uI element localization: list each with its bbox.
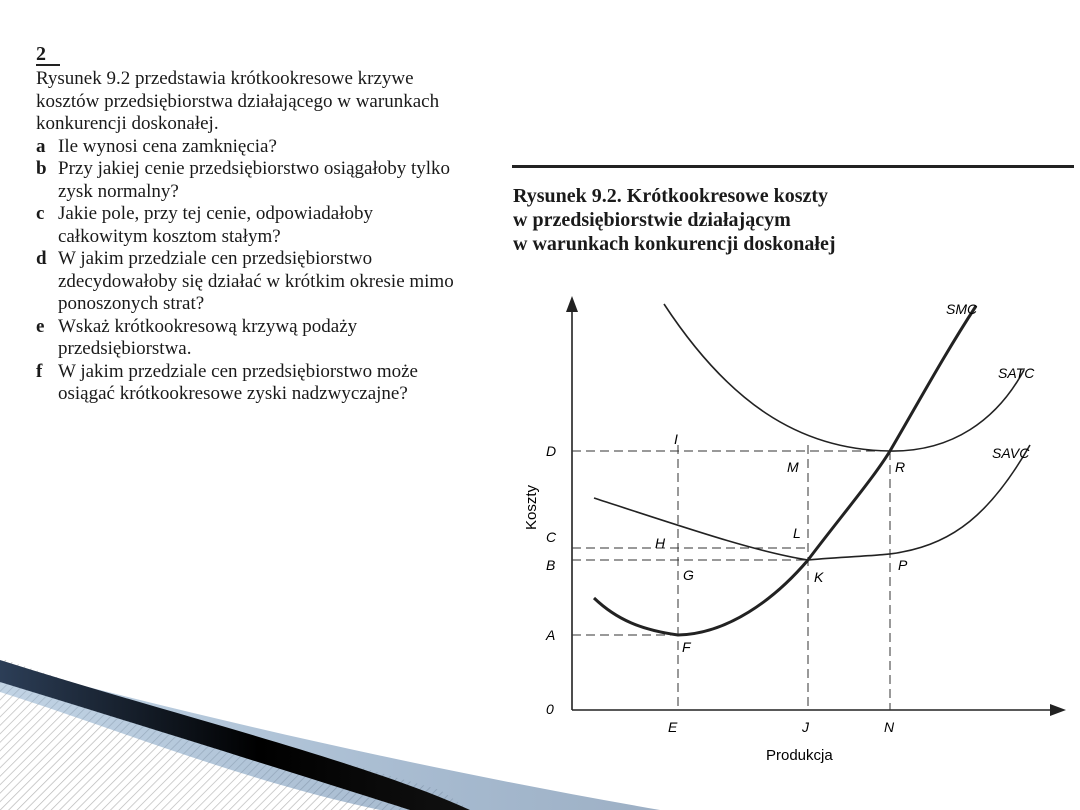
- question-text: W jakim przedziale cen przedsiębiorstwo może osiągać krótkookresowe zyski nadzwyczajne?: [58, 360, 418, 404]
- point-m: M: [787, 459, 799, 475]
- savc-label: SAVC: [992, 445, 1030, 461]
- question-c: [36, 203, 466, 248]
- smc-curve: [594, 306, 976, 635]
- y-tick-b: B: [546, 557, 556, 573]
- question-letter: e: [36, 315, 45, 337]
- question-text: Przy jakiej cenie przedsiębiorstwo osiągałoby tylko zysk normalny?: [58, 158, 451, 202]
- question-e: [36, 316, 466, 361]
- x-tick-n: N: [884, 719, 895, 735]
- question-letter: d: [36, 248, 47, 269]
- question-text: Ile wynosi cena zamknięcia?: [58, 135, 277, 157]
- question-text: Jakie pole, przy tej cenie, odpowiadałoby całkowitym kosztom stałym?: [58, 203, 373, 247]
- y-axis-arrow: [566, 296, 578, 312]
- smc-label: SMC: [946, 301, 978, 317]
- x-tick-e: E: [668, 719, 678, 735]
- question-a: [36, 136, 466, 159]
- point-h: H: [655, 535, 666, 551]
- question-b: [36, 158, 466, 203]
- question-letter: c: [36, 203, 45, 224]
- exercise-intro: Rysunek 9.2 przedstawia krótkookresowe krzywe kosztów przedsiębiorstwa działającego w warunkach konkurencji doskonałej.: [36, 68, 440, 134]
- decorative-swoosh: [0, 640, 680, 810]
- question-d: [36, 248, 466, 316]
- y-tick-a: A: [546, 627, 556, 643]
- question-f: [36, 361, 466, 406]
- question-text: W jakim przedziale cen przedsiębiorstwo zdecydowałoby się działać w krótkim okresie mimo ponoszonych strat?: [58, 248, 454, 314]
- figure-caption: [513, 184, 1073, 256]
- point-g: G: [683, 567, 694, 583]
- caption-line-2: w przedsiębiorstwie działającym: [513, 209, 791, 231]
- exercise-block: [36, 44, 466, 406]
- point-l: L: [793, 525, 801, 541]
- x-axis-arrow: [1050, 704, 1066, 716]
- question-letter: b: [36, 158, 47, 179]
- point-i: I: [674, 431, 678, 447]
- x-tick-j: J: [802, 719, 809, 735]
- point-k: K: [814, 569, 824, 585]
- question-letter: f: [36, 360, 43, 382]
- question-text: Wskaż krótkookresową krzywą podaży przedsiębiorstwa.: [58, 315, 358, 359]
- satc-label: SATC: [998, 365, 1035, 381]
- question-letter: a: [36, 135, 46, 157]
- y-tick-c: C: [546, 529, 557, 545]
- point-p: P: [898, 557, 908, 573]
- satc-curve: [664, 304, 1024, 451]
- point-r: R: [895, 459, 906, 475]
- figure-top-rule: [512, 165, 1074, 168]
- x-axis-title: Produkcja: [766, 747, 833, 764]
- exercise-number: 2: [36, 44, 60, 66]
- caption-line-1: Rysunek 9.2. Krótkookresowe koszty: [513, 185, 829, 207]
- y-tick-d: D: [546, 443, 557, 459]
- origin-label: 0: [546, 701, 554, 717]
- caption-line-3: w warunkach konkurencji doskonałej: [513, 233, 836, 255]
- point-f: F: [682, 639, 691, 655]
- y-axis-title: Koszty: [523, 484, 540, 530]
